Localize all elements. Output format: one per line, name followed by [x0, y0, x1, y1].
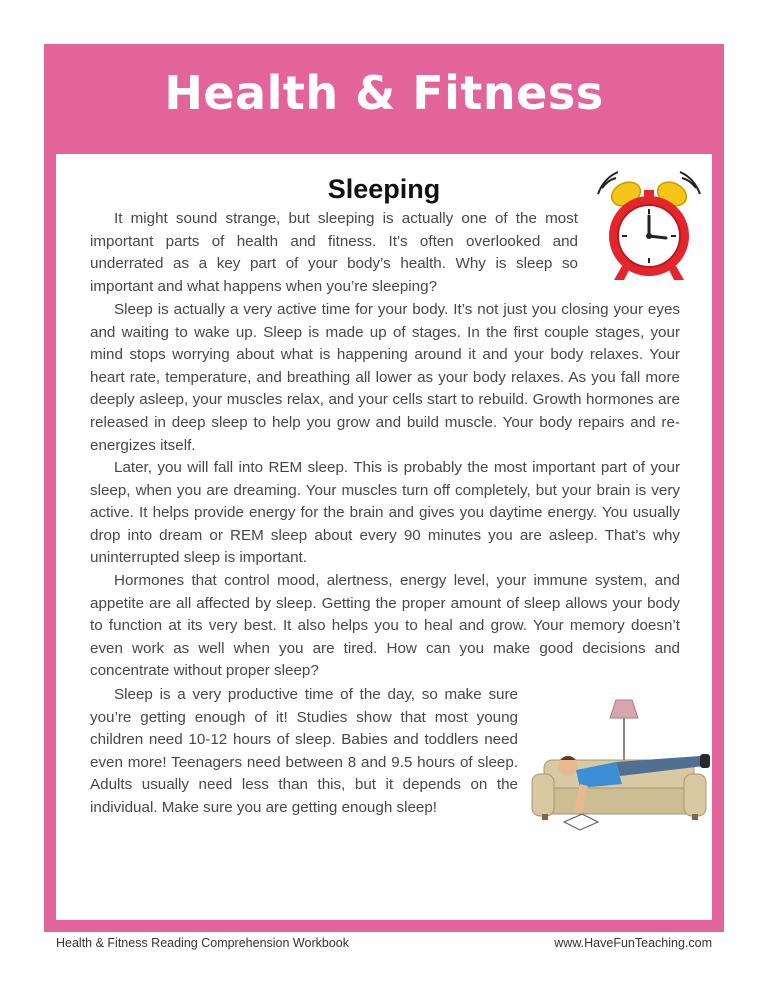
footer-website: www.HaveFunTeaching.com: [554, 936, 712, 950]
content-panel: [56, 154, 712, 920]
paragraph-1: It might sound strange, but sleeping is actually one of the most important parts of health and fitness. It’s often overlooked and underrated as a key part of your body’s health. Why is sleep so important and what happens when you’re sleeping?: [90, 210, 578, 295]
paragraph-5: Sleep is a very productive time of the day, so make sure you’re getting enough of it! Studies show that most young children need 10-12 hours of sleep. Babies and toddlers need even more! Teenagers need between 8 and 9.5 hours of sleep. Adults usually need less than this, but it depends on the individual. Make sure you are getting enough sleep!: [90, 686, 518, 816]
article-title: Sleeping: [327, 174, 441, 204]
page-frame: [44, 44, 724, 932]
paragraph-2: Sleep is actually a very active time for your body. It’s not just you closing your eyes and waiting to wake up. Sleep is made up of stages. In the first couple stages, your mind stops worrying about what is happening around it and your body relaxes. Your heart rate, temperature, and breathing all lower as your body relaxes. As you fall more deeply asleep, your muscles relax, and your cells start to rebuild. Growth hormones are released in deep sleep to help you grow and build muscle. Your body repairs and re-energizes itself.: [90, 301, 680, 454]
paragraph-4: Hormones that control mood, alertness, energy level, your immune system, and appetite are all affected by sleep. Getting the proper amount of sleep allows your body to function at its very best. It also helps you to heal and grow. Your memory doesn’t even work as well when you are tired. How can you make good decisions and concentrate without proper sleep?: [90, 572, 680, 680]
footer-workbook-title: Health & Fitness Reading Comprehension Workbook: [56, 936, 349, 950]
sleeping-person-illustration: [524, 692, 714, 842]
banner-title: Health & Fitness: [164, 66, 604, 120]
alarm-clock-icon: [594, 166, 704, 284]
paragraph-3: Later, you will fall into REM sleep. This is probably the most important part of your sleep, when you are dreaming. Your muscles turn off completely, but your brain is very active. It helps provide energy for the brain and gives you daytime energy. You usually drop into dream or REM sleep about every 90 minutes you are asleep. That’s why uninterrupted sleep is important.: [90, 459, 680, 567]
